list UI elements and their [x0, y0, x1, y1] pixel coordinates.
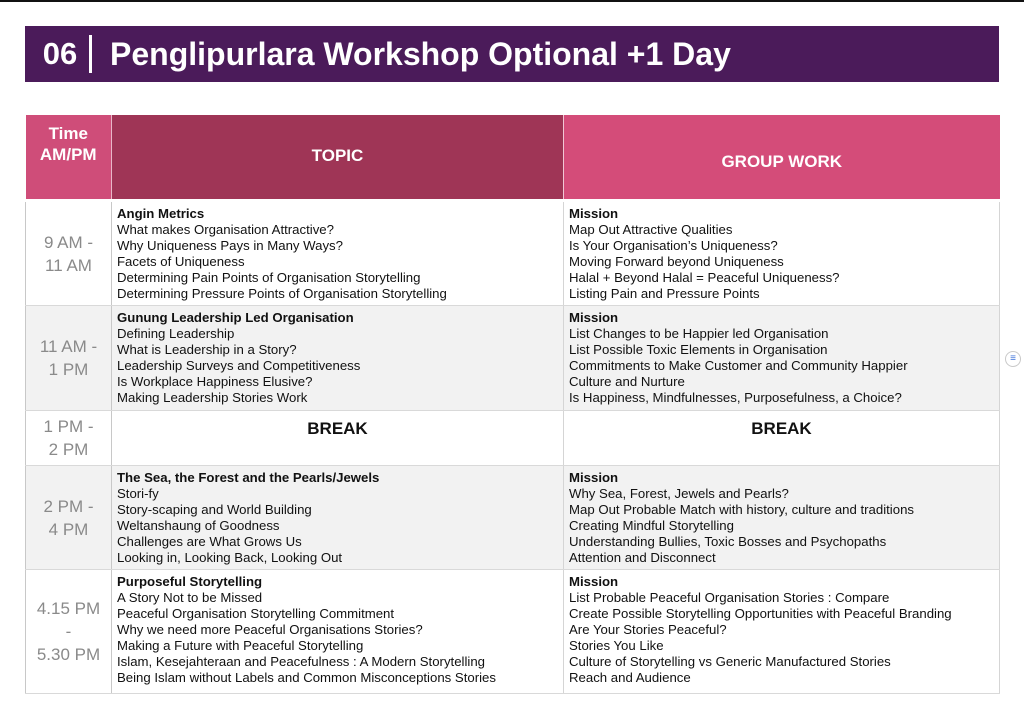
topic-item: Being Islam without Labels and Common Misconceptions Stories [117, 670, 496, 685]
group-title: Mission [569, 574, 619, 589]
topic-item: Making a Future with Peaceful Storytelling [117, 638, 364, 653]
group-title: Mission [569, 470, 619, 485]
group-item: Are Your Stories Peaceful? [569, 622, 727, 637]
group-item: Moving Forward beyond Uniqueness [569, 254, 784, 269]
top-rule [0, 0, 1024, 2]
topic-item: What makes Organisation Attractive? [117, 222, 334, 237]
topic-item: A Story Not to be Missed [117, 590, 263, 605]
table-row [26, 306, 1000, 411]
topic-cell [112, 570, 564, 694]
table-row [26, 466, 1000, 570]
group-item: Is Happiness, Mindfulnesses, Purposefulness, a Choice? [569, 390, 902, 405]
time-separator: - [65, 622, 72, 641]
topic-cell [112, 306, 564, 411]
topic-item: Defining Leadership [117, 326, 235, 341]
topic-cell [112, 202, 564, 306]
group-item: Listing Pain and Pressure Points [569, 286, 760, 301]
table-row [26, 411, 1000, 466]
table-row [26, 202, 1000, 306]
group-item: List Possible Toxic Elements in Organisation [569, 342, 828, 357]
group-item: Create Possible Storytelling Opportunities with Peaceful Branding [569, 606, 952, 621]
group-item: List Changes to be Happier led Organisation [569, 326, 829, 341]
topic-item: Facets of Uniqueness [117, 254, 245, 269]
time-column-header [26, 115, 112, 199]
topic-item: Determining Pressure Points of Organisation Storytelling [117, 286, 447, 301]
topic-title: Purposeful Storytelling [117, 574, 263, 589]
section-header [25, 26, 999, 82]
time-end: 4 PM [48, 519, 89, 539]
table-header-row [26, 115, 1000, 199]
time-start: 1 PM - [43, 417, 94, 436]
table-row [26, 570, 1000, 694]
topic-item: Leadership Surveys and Competitiveness [117, 358, 361, 373]
time-slot [26, 411, 112, 466]
time-end: 2 PM [48, 440, 89, 459]
group-item: Culture of Storytelling vs Generic Manufactured Stories [569, 654, 891, 669]
group-item: Map Out Probable Match with history, culture and traditions [569, 502, 914, 517]
topic-item: Looking in, Looking Back, Looking Out [117, 550, 343, 565]
topic-item: What is Leadership in a Story? [117, 342, 297, 357]
topic-title: Angin Metrics [117, 206, 205, 221]
section-number: 06 [31, 35, 92, 73]
group-title: Mission [569, 310, 619, 325]
group-item: Attention and Disconnect [569, 550, 716, 565]
time-start: 4.15 PM [36, 599, 101, 618]
time-end: 5.30 PM [36, 645, 101, 664]
page-title: Penglipurlara Workshop Optional +1 Day [110, 35, 731, 72]
group-item: Why Sea, Forest, Jewels and Pearls? [569, 486, 789, 501]
group-item: Culture and Nurture [569, 374, 685, 389]
topic-cell [112, 466, 564, 570]
time-slot [26, 466, 112, 570]
topic-item: Why we need more Peaceful Organisations Stories? [117, 622, 423, 637]
group-work-column-header: GROUP WORK [564, 115, 1000, 199]
topic-title: Gunung Leadership Led Organisation [117, 310, 354, 325]
group-title: Mission [569, 206, 619, 221]
topic-item: Is Workplace Happiness Elusive? [117, 374, 313, 389]
time-start: 11 AM - [39, 337, 98, 356]
topic-break: BREAK [112, 411, 564, 466]
topic-item: Story-scaping and World Building [117, 502, 312, 517]
topic-item: Stori-fy [117, 486, 159, 501]
group-item: Is Your Organisation’s Uniqueness? [569, 238, 778, 253]
time-slot [26, 202, 112, 306]
topic-column-header: TOPIC [112, 115, 564, 199]
group-break: BREAK [564, 411, 1000, 466]
group-item: Map Out Attractive Qualities [569, 222, 733, 237]
group-item: Commitments to Make Customer and Community Happier [569, 358, 908, 373]
time-header-line2: AM/PM [39, 145, 97, 164]
time-end: 1 PM [48, 360, 89, 379]
group-item: Halal + Beyond Halal = Peaceful Uniqueness? [569, 270, 840, 285]
time-start: 2 PM - [43, 496, 94, 516]
group-work-cell [564, 570, 1000, 694]
group-work-cell [564, 202, 1000, 306]
time-slot [26, 306, 112, 411]
time-header-line1: Time [48, 124, 88, 143]
group-item: Understanding Bullies, Toxic Bosses and Psychopaths [569, 534, 887, 549]
topic-item: Islam, Kesejahteraan and Peacefulness : A Modern Storytelling [117, 654, 485, 669]
group-item: List Probable Peaceful Organisation Stories : Compare [569, 590, 890, 605]
topic-item: Why Uniqueness Pays in Many Ways? [117, 238, 343, 253]
time-slot [26, 570, 112, 694]
topic-item: Peaceful Organisation Storytelling Commitment [117, 606, 395, 621]
topic-item: Determining Pain Points of Organisation Storytelling [117, 270, 421, 285]
topic-item: Weltanshaung of Goodness [117, 518, 280, 533]
time-end: 11 AM [45, 255, 92, 275]
list-icon[interactable]: ≡ [1005, 351, 1021, 367]
topic-item: Challenges are What Grows Us [117, 534, 302, 549]
group-work-cell [564, 466, 1000, 570]
schedule-table [25, 115, 1000, 694]
topic-title: The Sea, the Forest and the Pearls/Jewels [117, 470, 380, 485]
topic-item: Making Leadership Stories Work [117, 390, 308, 405]
group-item: Creating Mindful Storytelling [569, 518, 734, 533]
group-work-cell [564, 306, 1000, 411]
group-item: Reach and Audience [569, 670, 691, 685]
group-item: Stories You Like [569, 638, 664, 653]
time-start: 9 AM - [43, 232, 94, 252]
